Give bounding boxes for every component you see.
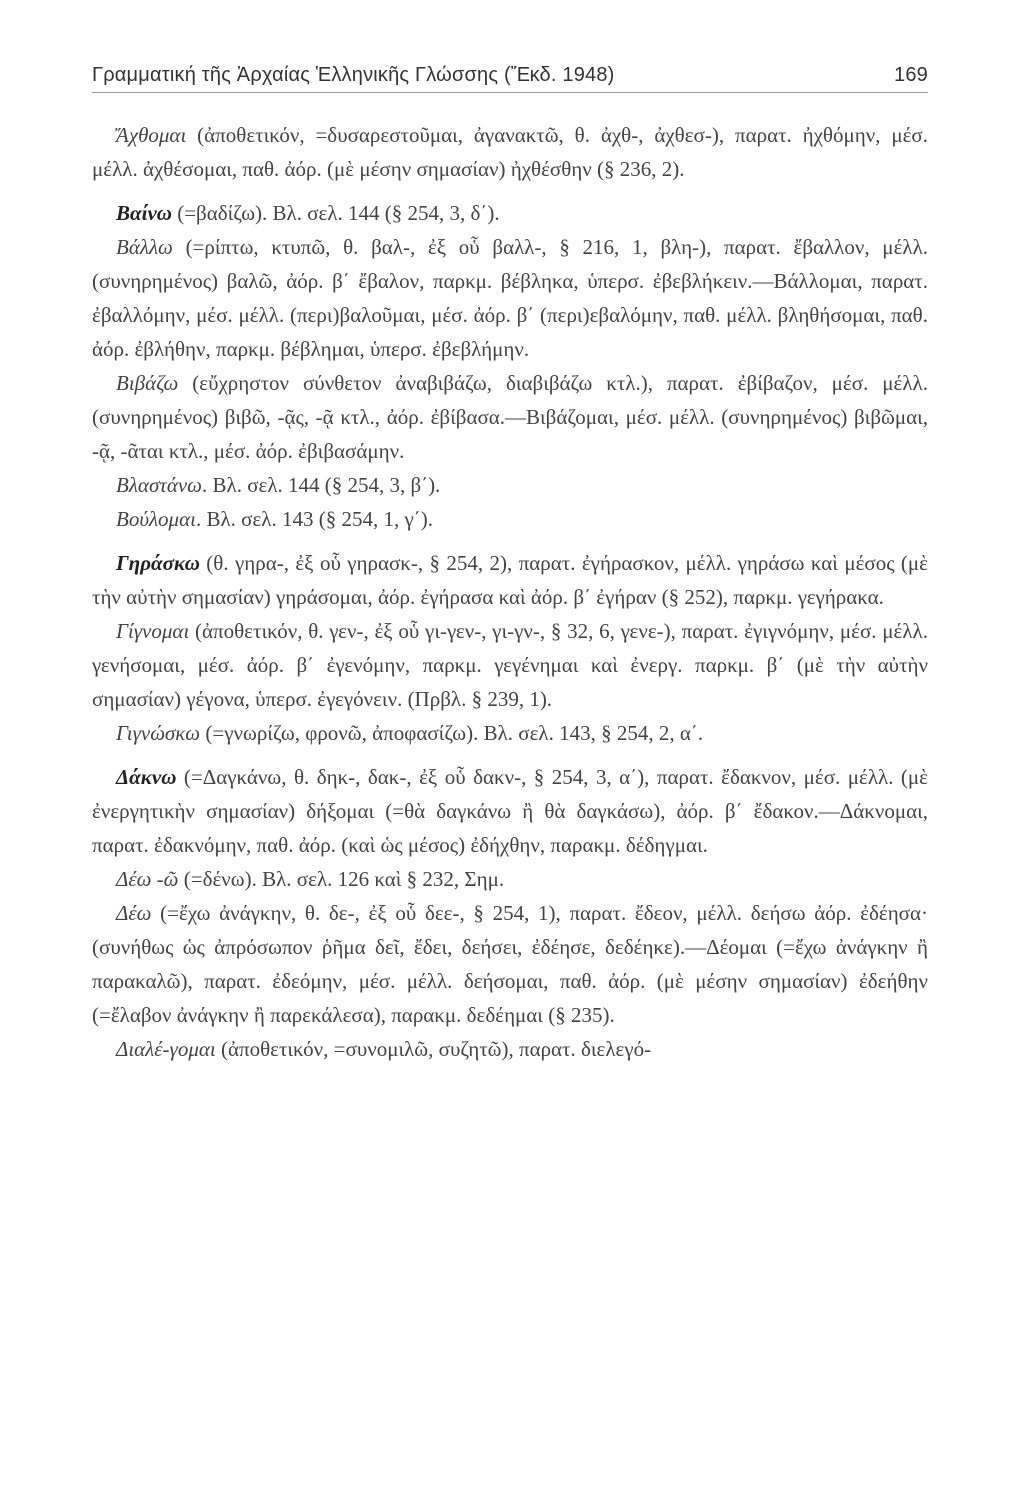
entry-geraskō (92, 546, 928, 614)
lemma: Βάλλω (116, 235, 173, 259)
lemma: Γηράσκω (116, 551, 200, 575)
entry-deo-need (92, 896, 928, 1032)
entry-text: (=ρίπτω, κτυπῶ, θ. βαλ-, ἐξ οὗ βαλλ-, § 216, 1, βλη-), παρατ. ἔβαλλον, μέλλ. (συνηρημένος) βαλῶ, ἀόρ. β΄ ἔβαλον, παρκμ. βέβληκα, ὑπερσ. ἐβεβλήκειν.—Βάλλομαι, παρατ. ἐβαλλόμην, μέσ. μέλλ. (περι)βαλοῦμαι, μέσ. ἀόρ. β΄ (περι)εβαλόμην, παθ. μέλλ. βληθήσομαι, παθ. ἀόρ. ἐβλήθην, παρκμ. βέβλημαι, ὑπερσ. ἐβεβλήμην. (92, 235, 928, 361)
entry-blastano (92, 468, 928, 502)
lemma: Βαίνω (116, 201, 172, 225)
entry-text: (ἀποθετικόν, =δυσαρεστοῦμαι, ἀγανακτῶ, θ. ἀχθ-, ἀχθεσ-), παρατ. ἠχθόμην, μέσ. μέλλ. ἀχθέσομαι, παθ. ἀόρ. (μὲ μέσην σημασίαν) ἠχθέσθην (§ 236, 2). (92, 123, 928, 181)
lemma: Δάκνω (116, 765, 177, 789)
entry-dakno (92, 760, 928, 862)
lemma: Βούλομαι (116, 507, 196, 531)
entry-achthomai (92, 118, 928, 186)
header-divider (92, 92, 928, 93)
lemma: Δέω -ῶ (116, 867, 179, 891)
running-header (92, 58, 928, 92)
entry-text: (ἀποθετικόν, θ. γεν-, ἐξ οὗ γι-γεν-, γι-γν-, § 32, 6, γενε-), παρατ. ἐγιγνόμην, μέσ. μέλλ. γενήσομαι, μέσ. ἀόρ. β΄ ἐγενόμην, παρκμ. γεγένημαι καὶ ἐνεργ. παρκμ. β΄ (μὲ τὴν αὐτὴν σημασίαν) γέγονα, ὑπερσ. ἐγεγόνειν. (Πρβλ. § 239, 1). (92, 619, 928, 711)
dictionary-body (92, 118, 928, 1066)
lemma: Βλαστάνω (116, 473, 202, 497)
entry-text: (=γνωρίζω, φρονῶ, ἀποφασίζω). Βλ. σελ. 143, § 254, 2, α΄. (200, 721, 704, 745)
entry-text: (ἀποθετικόν, =συνομιλῶ, συζητῶ), παρατ. διελεγό- (215, 1037, 652, 1061)
entry-text: (=Δαγκάνω, θ. δηκ-, δακ-, ἐξ οὗ δακν-, § 254, 3, α΄), παρατ. ἔδακνον, μέσ. μέλλ. (μὲ ἐνεργητικὴν σημασίαν) δήξομαι (=θὰ δαγκάνω ἢ θὰ δαγκάσω), ἀόρ. β΄ ἔδακον.—Δάκνομαι, παρατ. ἐδακνόμην, παθ. ἀόρ. (καὶ ὡς μέσος) ἐδήχθην, παρακμ. δέδηγμαι. (92, 765, 928, 857)
entry-boulomai (92, 502, 928, 536)
entry-bibazo (92, 366, 928, 468)
entry-text: . Βλ. σελ. 144 (§ 254, 3, β΄). (202, 473, 441, 497)
entry-text: (=βαδίζω). Βλ. σελ. 144 (§ 254, 3, δ΄). (171, 201, 500, 225)
book-title: Γραμματική τῆς Ἀρχαίας Ἑλληνικῆς Γλώσσης (Ἔκδ. 1948) (92, 64, 615, 86)
lemma: Γιγνώσκω (116, 721, 201, 745)
lemma: Γίγνομαι (116, 619, 190, 643)
entry-text: (εὔχρηστον σύνθετον ἀναβιβάζω, διαβιβάζω κτλ.), παρατ. ἐβίβαζον, μέσ. μέλλ. (συνηρημένος) βιβῶ, -ᾷς, -ᾷ κτλ., ἀόρ. ἐβίβασα.—Βιβάζομαι, μέσ. μέλλ. (συνηρημένος) βιβῶμαι, -ᾷ, -ᾶται κτλ., μέσ. ἀόρ. ἐβιβασάμην. (92, 371, 928, 463)
page-number: 169 (894, 64, 928, 86)
lemma: Ἄχθομαι (116, 123, 187, 147)
entry-ballo (92, 230, 928, 366)
entry-text: (θ. γηρα-, ἐξ οὗ γηρασκ-, § 254, 2), παρατ. ἐγήρασκον, μέλλ. γηράσω καὶ μέσος (μὲ τὴν αὐτὴν σημασίαν) γηράσομαι, ἀόρ. ἐγήρασα καὶ ἀόρ. β΄ ἐγήραν (§ 252), παρκμ. γεγήρακα. (92, 551, 928, 609)
entry-gignosko (92, 716, 928, 750)
entry-text: (=δένω). Βλ. σελ. 126 καὶ § 232, Σημ. (178, 867, 505, 891)
entry-gignomai (92, 614, 928, 716)
entry-deo-bind (92, 862, 928, 896)
entry-text: . Βλ. σελ. 143 (§ 254, 1, γ΄). (195, 507, 433, 531)
lemma: Διαλέ-γομαι (116, 1037, 216, 1061)
lemma: Δέω (116, 901, 152, 925)
entry-text: (=ἔχω ἀνάγκην, θ. δε-, ἐξ οὗ δεε-, § 254, 1), παρατ. ἔδεον, μέλλ. δεήσω ἀόρ. ἐδέησα· (συνήθως ὡς ἀπρόσωπον ῥῆμα δεῖ, ἔδει, δεήσει, ἐδέησε, δεδέηκε).—Δέομαι (=ἔχω ἀνάγκην ἢ παρακαλῶ), παρατ. ἐδεόμην, μέσ. μέλλ. δεήσομαι, παθ. ἀόρ. (μὲ μέσην σημασίαν) ἐδεήθην (=ἔλαβον ἀνάγκην ἢ παρεκάλεσα), παρακμ. δεδέημαι (§ 235). (92, 901, 928, 1027)
entry-dialegomai (92, 1032, 928, 1066)
lemma: Βιβάζω (116, 371, 179, 395)
entry-baino (92, 196, 928, 230)
